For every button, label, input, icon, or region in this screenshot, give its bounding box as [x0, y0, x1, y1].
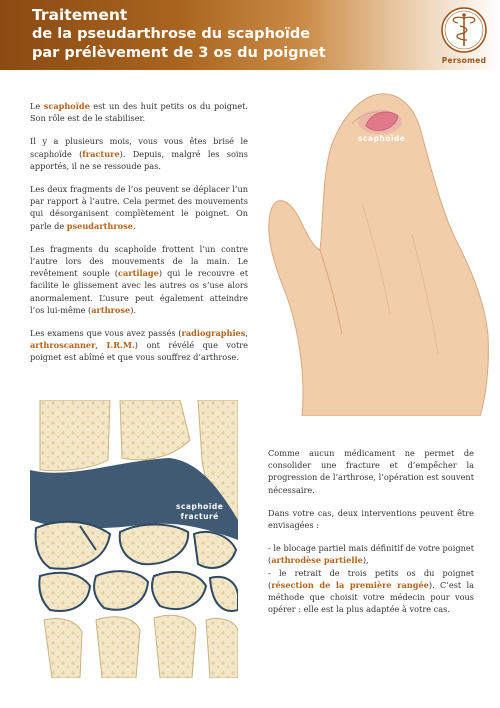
- hand-illustration: [262, 74, 490, 416]
- brand-name: Persomed: [441, 56, 487, 65]
- wrist-label-line-1: scaphoïde: [176, 502, 224, 511]
- title-line-3: par prélèvement de 3 os du poignet: [32, 45, 326, 61]
- wrist-scaphoid-label: [176, 502, 223, 522]
- paragraph: Le scaphoïde est un des huit petits os du poignet. Son rôle est de le stabiliser.: [30, 101, 249, 124]
- title-line-1: Traitement: [32, 6, 128, 24]
- paragraph: Dans votre cas, deux interventions peuvent être envisagées :: [268, 507, 474, 531]
- paragraph: Il y a plusieurs mois, vous vous êtes brisé le scaphoïde (fracture). Depuis, malgré les soins apportés, il ne se ressoude pas.: [30, 136, 248, 171]
- paragraph: Comme aucun médicament ne permet de consolider une fracture et d’empêcher la progression de l’arthrose, l’opération est souvent nécessaire.: [268, 448, 474, 495]
- paragraph: Les fragments du scaphoïde frottent l’un contre l’autre lors des mouvements de la main. Le revêtement souple (cartilage) qui le recouvre et facilite le glissement avec les autres os s’use alors anormalement. L’usure peut également atteindre l’os lui-même (arthrose).: [30, 243, 248, 315]
- intro-text-column: [30, 100, 248, 375]
- title-line-2: de la pseudarthrose du scaphoïde: [32, 26, 311, 42]
- wrist-label-line-2: fracturé: [180, 512, 219, 521]
- wrist-bones-illustration: [30, 400, 238, 678]
- hand-scaphoid-label: scaphoïde: [358, 134, 406, 143]
- page-title: [32, 6, 326, 63]
- paragraph: - le blocage partiel mais définitif de votre poignet (arthrodèse partielle), - le retrait de trois petits os du poignet (résection de la première rangée). C’est la méthode que choisit votre médecin pour vous opérer : elle est la plus adaptée à votre cas.: [268, 543, 474, 615]
- treatment-text-column: [268, 447, 474, 626]
- paragraph: Les examens que vous avez passés (radiographies, arthroscanner, I.R.M.) ont révélé que votre poignet est abîmé et que vous souffrez d’arthrose.: [30, 328, 248, 363]
- paragraph: Les deux fragments de l’os peuvent se déplacer l’un par rapport à l’autre. Cela permet des mouvements qui désorganisent complètement le poignet. On parle de pseudarthrose.: [30, 184, 248, 231]
